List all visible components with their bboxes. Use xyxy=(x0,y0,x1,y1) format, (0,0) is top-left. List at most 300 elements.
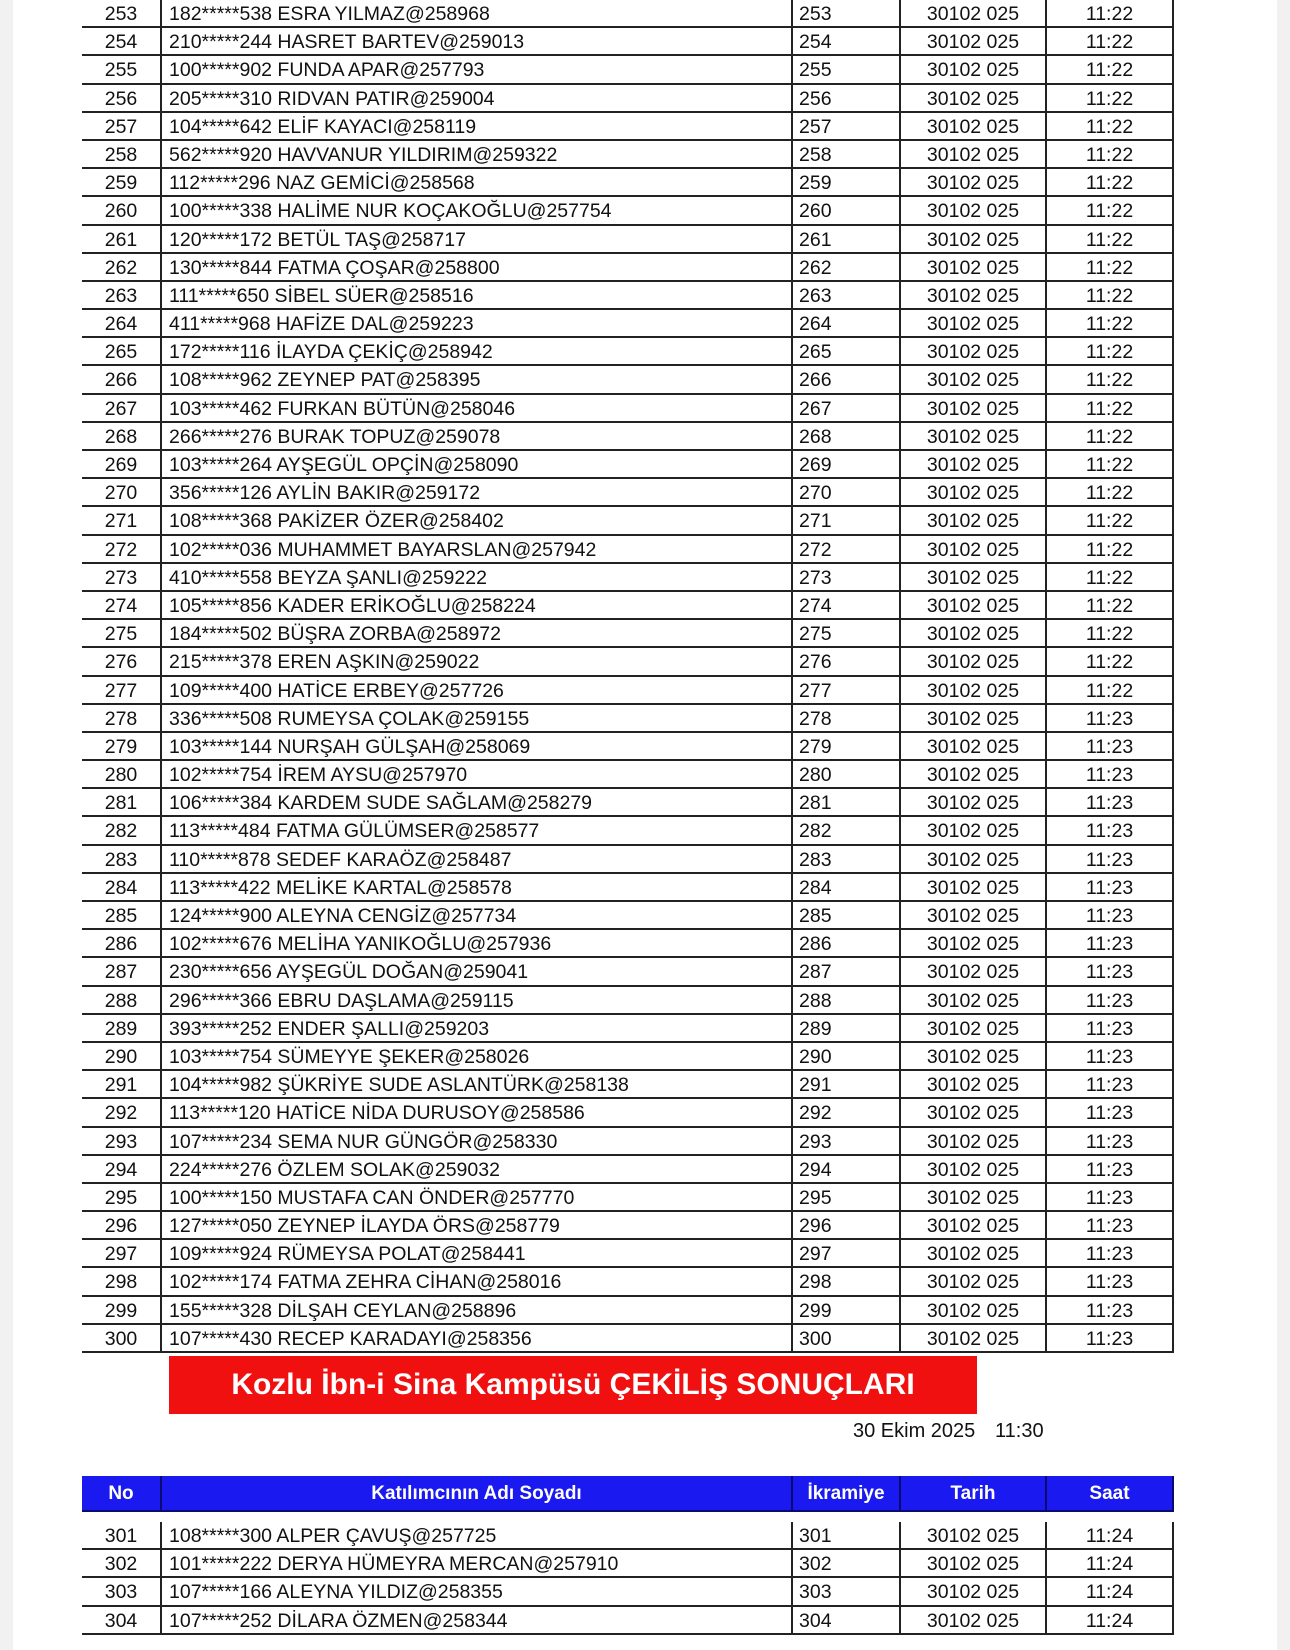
draw-time-cell: 11:23 xyxy=(1047,817,1174,845)
row-number: 276 xyxy=(82,648,162,676)
table-row xyxy=(82,507,1134,535)
draw-time-cell: 11:22 xyxy=(1047,479,1174,507)
draw-time-cell: 11:23 xyxy=(1047,1240,1174,1268)
row-number: 287 xyxy=(82,958,162,986)
prize-number: 300 xyxy=(793,1325,901,1353)
prize-number: 298 xyxy=(793,1268,901,1296)
prize-number: 255 xyxy=(793,56,901,84)
prize-number: 293 xyxy=(793,1128,901,1156)
prize-number: 260 xyxy=(793,197,901,225)
draw-time-cell: 11:22 xyxy=(1047,423,1174,451)
draw-time-cell: 11:23 xyxy=(1047,761,1174,789)
row-number: 265 xyxy=(82,338,162,366)
draw-time-cell: 11:23 xyxy=(1047,1128,1174,1156)
prize-number: 292 xyxy=(793,1099,901,1127)
row-number: 260 xyxy=(82,197,162,225)
table-row xyxy=(82,1043,1134,1071)
participant-name: 230*****656 AYŞEGÜL DOĞAN@259041 xyxy=(162,958,793,986)
participant-name: 155*****328 DİLŞAH CEYLAN@258896 xyxy=(162,1297,793,1325)
prize-number: 265 xyxy=(793,338,901,366)
row-number: 272 xyxy=(82,536,162,564)
draw-date-cell: 30102 025 xyxy=(901,564,1047,592)
draw-date-cell: 30102 025 xyxy=(901,817,1047,845)
prize-number: 264 xyxy=(793,310,901,338)
draw-date-cell: 30102 025 xyxy=(901,0,1047,28)
draw-time-cell: 11:23 xyxy=(1047,1325,1174,1353)
draw-date-cell: 30102 025 xyxy=(901,169,1047,197)
participant-name: 104*****642 ELİF KAYACI@258119 xyxy=(162,113,793,141)
participant-name: 107*****430 RECEP KARADAYI@258356 xyxy=(162,1325,793,1353)
table-row xyxy=(82,761,1134,789)
draw-time-cell: 11:22 xyxy=(1047,366,1174,394)
row-number: 256 xyxy=(82,85,162,113)
prize-number: 283 xyxy=(793,846,901,874)
row-number: 263 xyxy=(82,282,162,310)
table-row xyxy=(82,958,1134,986)
draw-time-cell: 11:23 xyxy=(1047,705,1174,733)
draw-time-cell: 11:22 xyxy=(1047,197,1174,225)
table-row xyxy=(82,874,1134,902)
participant-name: 182*****538 ESRA YILMAZ@258968 xyxy=(162,0,793,28)
participant-name: 112*****296 NAZ GEMİCİ@258568 xyxy=(162,169,793,197)
draw-date-cell: 30102 025 xyxy=(901,1071,1047,1099)
draw-time-cell: 11:22 xyxy=(1047,451,1174,479)
participant-name: 110*****878 SEDEF KARAÖZ@258487 xyxy=(162,846,793,874)
draw-date-cell: 30102 025 xyxy=(901,451,1047,479)
draw-date-cell: 30102 025 xyxy=(901,85,1047,113)
draw-date-cell: 30102 025 xyxy=(901,761,1047,789)
draw-date-cell: 30102 025 xyxy=(901,197,1047,225)
prize-number: 276 xyxy=(793,648,901,676)
row-number: 269 xyxy=(82,451,162,479)
prize-number: 274 xyxy=(793,592,901,620)
draw-date-cell: 30102 025 xyxy=(901,338,1047,366)
draw-date-cell: 30102 025 xyxy=(901,1578,1047,1606)
draw-date-cell: 30102 025 xyxy=(901,789,1047,817)
row-number: 264 xyxy=(82,310,162,338)
draw-date-cell: 30102 025 xyxy=(901,648,1047,676)
draw-time-cell: 11:23 xyxy=(1047,1043,1174,1071)
prize-number: 254 xyxy=(793,28,901,56)
draw-time-cell: 11:22 xyxy=(1047,395,1174,423)
table-row xyxy=(82,1128,1134,1156)
prize-number: 280 xyxy=(793,761,901,789)
row-number: 304 xyxy=(82,1607,162,1635)
prize-number: 289 xyxy=(793,1015,901,1043)
header-prize: İkramiye xyxy=(793,1476,901,1512)
draw-date-cell: 30102 025 xyxy=(901,536,1047,564)
draw-date-cell: 30102 025 xyxy=(901,395,1047,423)
draw-time-cell: 11:22 xyxy=(1047,310,1174,338)
participant-name: 356*****126 AYLİN BAKIR@259172 xyxy=(162,479,793,507)
prize-number: 294 xyxy=(793,1156,901,1184)
row-number: 273 xyxy=(82,564,162,592)
prize-number: 297 xyxy=(793,1240,901,1268)
draw-date-cell: 30102 025 xyxy=(901,874,1047,902)
table-row xyxy=(82,0,1134,28)
prize-number: 279 xyxy=(793,733,901,761)
row-number: 290 xyxy=(82,1043,162,1071)
draw-time-cell: 11:22 xyxy=(1047,592,1174,620)
draw-time-cell: 11:22 xyxy=(1047,620,1174,648)
participant-name: 266*****276 BURAK TOPUZ@259078 xyxy=(162,423,793,451)
draw-date-cell: 30102 025 xyxy=(901,733,1047,761)
draw-date-cell: 30102 025 xyxy=(901,1240,1047,1268)
participant-name: 102*****676 MELİHA YANIKOĞLU@257936 xyxy=(162,930,793,958)
row-number: 267 xyxy=(82,395,162,423)
draw-date-cell: 30102 025 xyxy=(901,423,1047,451)
draw-time-cell: 11:23 xyxy=(1047,958,1174,986)
prize-number: 303 xyxy=(793,1578,901,1606)
header-participant-name: Katılımcının Adı Soyadı xyxy=(162,1476,793,1512)
participant-name: 103*****754 SÜMEYYE ŞEKER@258026 xyxy=(162,1043,793,1071)
table-row xyxy=(82,366,1134,394)
participant-name: 103*****144 NURŞAH GÜLŞAH@258069 xyxy=(162,733,793,761)
row-number: 279 xyxy=(82,733,162,761)
prize-number: 269 xyxy=(793,451,901,479)
participant-name: 101*****222 DERYA HÜMEYRA MERCAN@257910 xyxy=(162,1550,793,1578)
results-table xyxy=(82,1522,1134,1635)
draw-time-cell: 11:24 xyxy=(1047,1522,1174,1550)
draw-date-cell: 30102 025 xyxy=(901,1015,1047,1043)
draw-time-cell: 11:22 xyxy=(1047,677,1174,705)
participant-name: 107*****166 ALEYNA YILDIZ@258355 xyxy=(162,1578,793,1606)
participant-name: 120*****172 BETÜL TAŞ@258717 xyxy=(162,226,793,254)
draw-time-cell: 11:23 xyxy=(1047,1015,1174,1043)
row-number: 277 xyxy=(82,677,162,705)
prize-number: 277 xyxy=(793,677,901,705)
prize-number: 295 xyxy=(793,1184,901,1212)
draw-date-cell: 30102 025 xyxy=(901,958,1047,986)
prize-number: 258 xyxy=(793,141,901,169)
participant-name: 336*****508 RUMEYSA ÇOLAK@259155 xyxy=(162,705,793,733)
draw-date-cell: 30102 025 xyxy=(901,930,1047,958)
draw-time-cell: 11:23 xyxy=(1047,1071,1174,1099)
draw-date-cell: 30102 025 xyxy=(901,507,1047,535)
participant-name: 184*****502 BÜŞRA ZORBA@258972 xyxy=(162,620,793,648)
participant-name: 100*****150 MUSTAFA CAN ÖNDER@257770 xyxy=(162,1184,793,1212)
draw-time-cell: 11:22 xyxy=(1047,226,1174,254)
row-number: 253 xyxy=(82,0,162,28)
participant-name: 106*****384 KARDEM SUDE SAĞLAM@258279 xyxy=(162,789,793,817)
draw-time-cell: 11:22 xyxy=(1047,648,1174,676)
row-number: 288 xyxy=(82,987,162,1015)
results-table-continued xyxy=(82,0,1134,1353)
draw-time-cell: 11:22 xyxy=(1047,536,1174,564)
table-row xyxy=(82,1550,1134,1578)
row-number: 292 xyxy=(82,1099,162,1127)
draw-date-cell: 30102 025 xyxy=(901,310,1047,338)
participant-name: 109*****400 HATİCE ERBEY@257726 xyxy=(162,677,793,705)
draw-date-cell: 30102 025 xyxy=(901,1607,1047,1635)
table-row xyxy=(82,987,1134,1015)
draw-date-cell: 30102 025 xyxy=(901,902,1047,930)
table-row xyxy=(82,705,1134,733)
draw-time-cell: 11:22 xyxy=(1047,113,1174,141)
table-row xyxy=(82,197,1134,225)
participant-name: 210*****244 HASRET BARTEV@259013 xyxy=(162,28,793,56)
draw-date: 30 Ekim 2025 xyxy=(853,1420,976,1442)
row-number: 291 xyxy=(82,1071,162,1099)
prize-number: 270 xyxy=(793,479,901,507)
participant-name: 100*****338 HALİME NUR KOÇAKOĞLU@257754 xyxy=(162,197,793,225)
row-number: 283 xyxy=(82,846,162,874)
draw-time-cell: 11:23 xyxy=(1047,902,1174,930)
row-number: 278 xyxy=(82,705,162,733)
table-row xyxy=(82,620,1134,648)
participant-name: 205*****310 RIDVAN PATIR@259004 xyxy=(162,85,793,113)
table-row xyxy=(82,282,1134,310)
table-row xyxy=(82,226,1134,254)
participant-name: 111*****650 SİBEL SÜER@258516 xyxy=(162,282,793,310)
table-row xyxy=(82,395,1134,423)
draw-date-cell: 30102 025 xyxy=(901,479,1047,507)
prize-number: 286 xyxy=(793,930,901,958)
draw-date-cell: 30102 025 xyxy=(901,282,1047,310)
participant-name: 224*****276 ÖZLEM SOLAK@259032 xyxy=(162,1156,793,1184)
row-number: 294 xyxy=(82,1156,162,1184)
draw-date-cell: 30102 025 xyxy=(901,1325,1047,1353)
row-number: 299 xyxy=(82,1297,162,1325)
table-row xyxy=(82,113,1134,141)
row-number: 303 xyxy=(82,1578,162,1606)
table-row xyxy=(82,817,1134,845)
table-row xyxy=(82,423,1134,451)
row-number: 286 xyxy=(82,930,162,958)
row-number: 255 xyxy=(82,56,162,84)
table-row xyxy=(82,169,1134,197)
participant-name: 109*****924 RÜMEYSA POLAT@258441 xyxy=(162,1240,793,1268)
draw-time-cell: 11:23 xyxy=(1047,874,1174,902)
participant-name: 113*****120 HATİCE NİDA DURUSOY@258586 xyxy=(162,1099,793,1127)
row-number: 282 xyxy=(82,817,162,845)
participant-name: 124*****900 ALEYNA CENGİZ@257734 xyxy=(162,902,793,930)
header-time: Saat xyxy=(1047,1476,1174,1512)
row-number: 298 xyxy=(82,1268,162,1296)
prize-number: 259 xyxy=(793,169,901,197)
participant-name: 100*****902 FUNDA APAR@257793 xyxy=(162,56,793,84)
table-row xyxy=(82,1071,1134,1099)
participant-name: 172*****116 İLAYDA ÇEKİÇ@258942 xyxy=(162,338,793,366)
table-row xyxy=(82,648,1134,676)
draw-date-cell: 30102 025 xyxy=(901,254,1047,282)
table-row xyxy=(82,1297,1134,1325)
prize-number: 304 xyxy=(793,1607,901,1635)
table-row xyxy=(82,1156,1134,1184)
header-no: No xyxy=(82,1476,162,1512)
prize-number: 266 xyxy=(793,366,901,394)
draw-time-cell: 11:22 xyxy=(1047,169,1174,197)
prize-number: 282 xyxy=(793,817,901,845)
participant-name: 113*****484 FATMA GÜLÜMSER@258577 xyxy=(162,817,793,845)
table-row xyxy=(82,1240,1134,1268)
table-row xyxy=(82,1184,1134,1212)
table-row xyxy=(82,28,1134,56)
row-number: 297 xyxy=(82,1240,162,1268)
participant-name: 102*****754 İREM AYSU@257970 xyxy=(162,761,793,789)
draw-time-cell: 11:22 xyxy=(1047,85,1174,113)
participant-name: 108*****368 PAKİZER ÖZER@258402 xyxy=(162,507,793,535)
draw-date-cell: 30102 025 xyxy=(901,1268,1047,1296)
row-number: 254 xyxy=(82,28,162,56)
prize-number: 288 xyxy=(793,987,901,1015)
draw-time-cell: 11:23 xyxy=(1047,987,1174,1015)
table-row xyxy=(82,85,1134,113)
prize-number: 263 xyxy=(793,282,901,310)
prize-number: 273 xyxy=(793,564,901,592)
table-row xyxy=(82,902,1134,930)
table-row xyxy=(82,1099,1134,1127)
table-row xyxy=(82,1607,1134,1635)
draw-time-cell: 11:22 xyxy=(1047,141,1174,169)
draw-date-cell: 30102 025 xyxy=(901,1184,1047,1212)
draw-time-cell: 11:24 xyxy=(1047,1550,1174,1578)
row-number: 266 xyxy=(82,366,162,394)
participant-name: 102*****036 MUHAMMET BAYARSLAN@257942 xyxy=(162,536,793,564)
table-row xyxy=(82,930,1134,958)
prize-number: 299 xyxy=(793,1297,901,1325)
draw-time-cell: 11:24 xyxy=(1047,1607,1174,1635)
row-number: 296 xyxy=(82,1212,162,1240)
row-number: 274 xyxy=(82,592,162,620)
table-row xyxy=(82,1015,1134,1043)
row-number: 302 xyxy=(82,1550,162,1578)
row-number: 285 xyxy=(82,902,162,930)
draw-date-cell: 30102 025 xyxy=(901,705,1047,733)
row-number: 301 xyxy=(82,1522,162,1550)
draw-time-cell: 11:23 xyxy=(1047,846,1174,874)
participant-name: 103*****462 FURKAN BÜTÜN@258046 xyxy=(162,395,793,423)
draw-time-cell: 11:24 xyxy=(1047,1578,1174,1606)
table-row xyxy=(82,733,1134,761)
participant-name: 107*****252 DİLARA ÖZMEN@258344 xyxy=(162,1607,793,1635)
draw-time-cell: 11:23 xyxy=(1047,930,1174,958)
prize-number: 290 xyxy=(793,1043,901,1071)
draw-time-cell: 11:23 xyxy=(1047,1184,1174,1212)
prize-number: 287 xyxy=(793,958,901,986)
draw-date-cell: 30102 025 xyxy=(901,226,1047,254)
prize-number: 285 xyxy=(793,902,901,930)
prize-number: 301 xyxy=(793,1522,901,1550)
participant-name: 105*****856 KADER ERİKOĞLU@258224 xyxy=(162,592,793,620)
row-number: 275 xyxy=(82,620,162,648)
draw-date-cell: 30102 025 xyxy=(901,677,1047,705)
draw-time-cell: 11:22 xyxy=(1047,564,1174,592)
participant-name: 103*****264 AYŞEGÜL OPÇİN@258090 xyxy=(162,451,793,479)
draw-time-cell: 11:23 xyxy=(1047,789,1174,817)
table-row xyxy=(82,536,1134,564)
participant-name: 410*****558 BEYZA ŞANLI@259222 xyxy=(162,564,793,592)
prize-number: 268 xyxy=(793,423,901,451)
draw-date-cell: 30102 025 xyxy=(901,28,1047,56)
table-row xyxy=(82,1325,1134,1353)
table-row xyxy=(82,1522,1134,1550)
draw-date-cell: 30102 025 xyxy=(901,113,1047,141)
prize-number: 284 xyxy=(793,874,901,902)
draw-time-cell: 11:22 xyxy=(1047,282,1174,310)
table-row xyxy=(82,789,1134,817)
row-number: 281 xyxy=(82,789,162,817)
row-number: 258 xyxy=(82,141,162,169)
prize-number: 257 xyxy=(793,113,901,141)
draw-date-cell: 30102 025 xyxy=(901,1156,1047,1184)
draw-time-cell: 11:23 xyxy=(1047,1297,1174,1325)
participant-name: 130*****844 FATMA ÇOŞAR@258800 xyxy=(162,254,793,282)
participant-name: 411*****968 HAFİZE DAL@259223 xyxy=(162,310,793,338)
row-number: 268 xyxy=(82,423,162,451)
participant-name: 108*****962 ZEYNEP PAT@258395 xyxy=(162,366,793,394)
prize-number: 281 xyxy=(793,789,901,817)
draw-date-cell: 30102 025 xyxy=(901,366,1047,394)
table-row xyxy=(82,141,1134,169)
table-row xyxy=(82,1268,1134,1296)
prize-number: 278 xyxy=(793,705,901,733)
draw-date-cell: 30102 025 xyxy=(901,1212,1047,1240)
document-page xyxy=(13,0,1277,1650)
participant-name: 393*****252 ENDER ŞALLI@259203 xyxy=(162,1015,793,1043)
table-row xyxy=(82,56,1134,84)
draw-date-cell: 30102 025 xyxy=(901,1522,1047,1550)
draw-date-cell: 30102 025 xyxy=(901,987,1047,1015)
prize-number: 267 xyxy=(793,395,901,423)
row-number: 295 xyxy=(82,1184,162,1212)
draw-time-cell: 11:23 xyxy=(1047,733,1174,761)
participant-name: 108*****300 ALPER ÇAVUŞ@257725 xyxy=(162,1522,793,1550)
draw-time-cell: 11:22 xyxy=(1047,254,1174,282)
row-number: 289 xyxy=(82,1015,162,1043)
draw-date-cell: 30102 025 xyxy=(901,141,1047,169)
table-row xyxy=(82,479,1134,507)
table-row xyxy=(82,564,1134,592)
row-number: 284 xyxy=(82,874,162,902)
draw-time-cell: 11:23 xyxy=(1047,1212,1174,1240)
draw-date-cell: 30102 025 xyxy=(901,1099,1047,1127)
draw-date-cell: 30102 025 xyxy=(901,846,1047,874)
row-number: 261 xyxy=(82,226,162,254)
participant-name: 215*****378 EREN AŞKIN@259022 xyxy=(162,648,793,676)
table-row xyxy=(82,310,1134,338)
participant-name: 127*****050 ZEYNEP İLAYDA ÖRS@258779 xyxy=(162,1212,793,1240)
draw-date-cell: 30102 025 xyxy=(901,1128,1047,1156)
prize-number: 256 xyxy=(793,85,901,113)
draw-date-cell: 30102 025 xyxy=(901,620,1047,648)
participant-name: 102*****174 FATMA ZEHRA CİHAN@258016 xyxy=(162,1268,793,1296)
prize-number: 271 xyxy=(793,507,901,535)
row-number: 257 xyxy=(82,113,162,141)
participant-name: 113*****422 MELİKE KARTAL@258578 xyxy=(162,874,793,902)
prize-number: 291 xyxy=(793,1071,901,1099)
row-number: 259 xyxy=(82,169,162,197)
row-number: 270 xyxy=(82,479,162,507)
prize-number: 253 xyxy=(793,0,901,28)
row-number: 262 xyxy=(82,254,162,282)
table-row xyxy=(82,677,1134,705)
draw-time: 11:30 xyxy=(995,1420,1044,1442)
draw-time-cell: 11:22 xyxy=(1047,0,1174,28)
prize-number: 262 xyxy=(793,254,901,282)
prize-number: 272 xyxy=(793,536,901,564)
prize-number: 275 xyxy=(793,620,901,648)
participant-name: 107*****234 SEMA NUR GÜNGÖR@258330 xyxy=(162,1128,793,1156)
draw-time-cell: 11:22 xyxy=(1047,507,1174,535)
table-row xyxy=(82,846,1134,874)
draw-time-cell: 11:22 xyxy=(1047,28,1174,56)
participant-name: 296*****366 EBRU DAŞLAMA@259115 xyxy=(162,987,793,1015)
draw-date-cell: 30102 025 xyxy=(901,56,1047,84)
draw-date-cell: 30102 025 xyxy=(901,1550,1047,1578)
prize-number: 302 xyxy=(793,1550,901,1578)
draw-date-cell: 30102 025 xyxy=(901,1043,1047,1071)
